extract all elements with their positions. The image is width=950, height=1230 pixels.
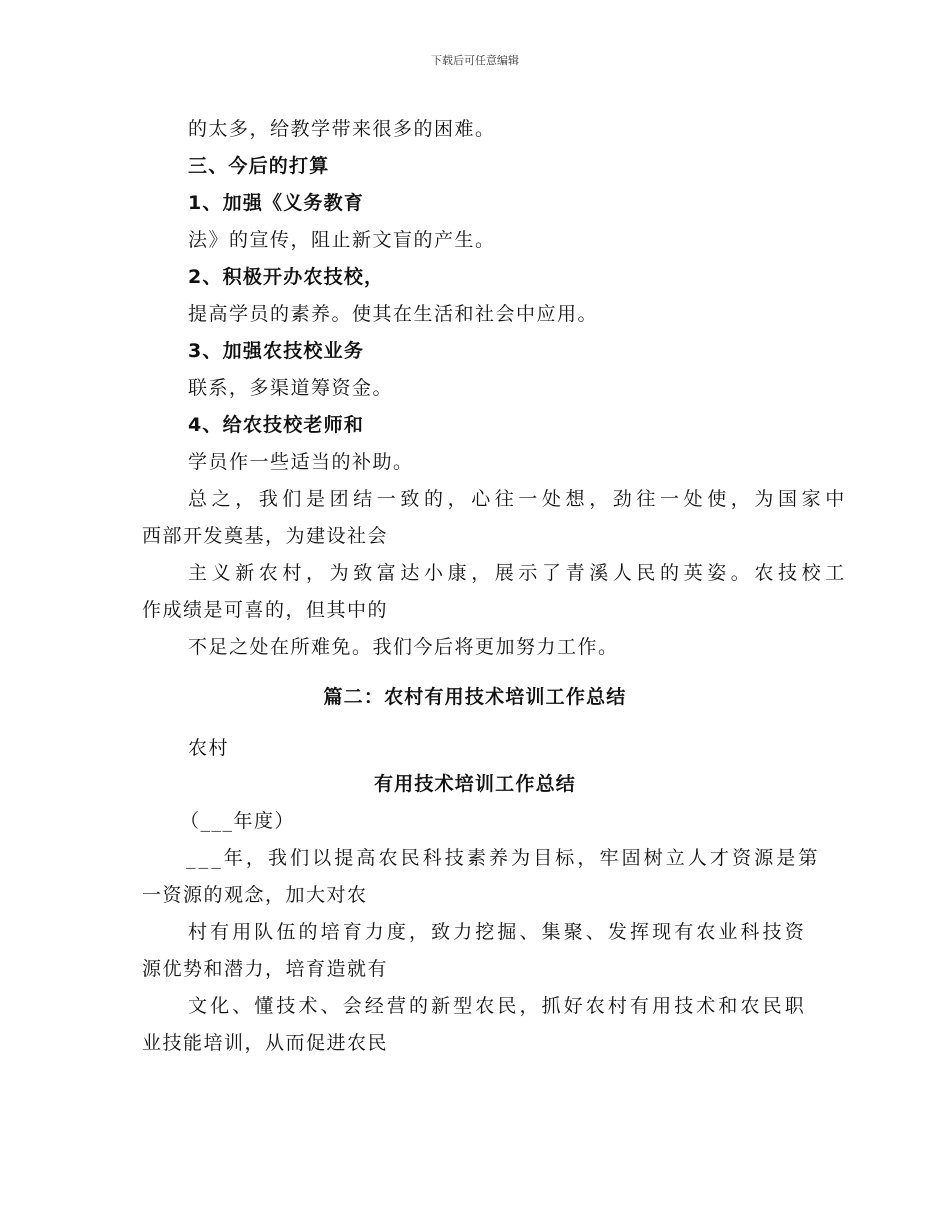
- paragraph-line: 的太多，给教学带来很多的困难。: [188, 118, 496, 140]
- paragraph-line: 农村: [188, 737, 230, 759]
- paragraph-line: 文化、懂技术、会经营的新型农民，抓好农村有用技术和农民职: [188, 995, 807, 1017]
- document-title: 有用技术培训工作总结: [373, 773, 576, 795]
- paragraph-line: 源优势和潜力，培育造就有: [142, 958, 389, 980]
- paragraph-line: 主义新农村，为致富达小康，展示了青溪人民的英姿。农技校工: [188, 562, 849, 584]
- list-item-heading: 3、加强农技校业务: [188, 340, 365, 362]
- list-item-heading: 4、给农技校老师和: [188, 414, 365, 436]
- paragraph-line: ___年，我们以提高农民科技素养为目标，牢固树立人才资源是第: [186, 847, 821, 869]
- paragraph-line: 法》的宣传，阻止新文盲的产生。: [188, 229, 496, 251]
- paragraph-line: 总之，我们是团结一致的，心往一处想，劲往一处使，为国家中: [188, 488, 849, 510]
- list-item-heading: 2、积极开办农技校，: [188, 266, 385, 288]
- paragraph-line: 不足之处在所难免。我们今后将更加努力工作。: [188, 636, 619, 658]
- page-header: 下载后可任意编辑: [431, 54, 519, 67]
- paragraph-line: 业技能培训，从而促进农民: [142, 1032, 389, 1054]
- paragraph-line: 提高学员的素养。使其在生活和社会中应用。: [188, 303, 599, 325]
- paragraph-line: 作成绩是可喜的，但其中的: [142, 599, 389, 621]
- year-line: （___年度）: [180, 810, 296, 832]
- list-item-heading: 1、加强《义务教育: [188, 192, 365, 214]
- paragraph-line: 村有用队伍的培育力度，致力挖掘、集聚、发挥现有农业科技资: [188, 921, 807, 943]
- paragraph-line: 一资源的观念，加大对农: [142, 884, 368, 906]
- paragraph-line: 学员作一些适当的补助。: [188, 451, 414, 473]
- section-heading: 三、今后的打算: [188, 155, 330, 177]
- paragraph-line: 西部开发奠基，为建设社会: [142, 525, 389, 547]
- chapter-title: 篇二：农村有用技术培训工作总结: [323, 686, 627, 708]
- paragraph-line: 联系，多渠道筹资金。: [188, 377, 394, 399]
